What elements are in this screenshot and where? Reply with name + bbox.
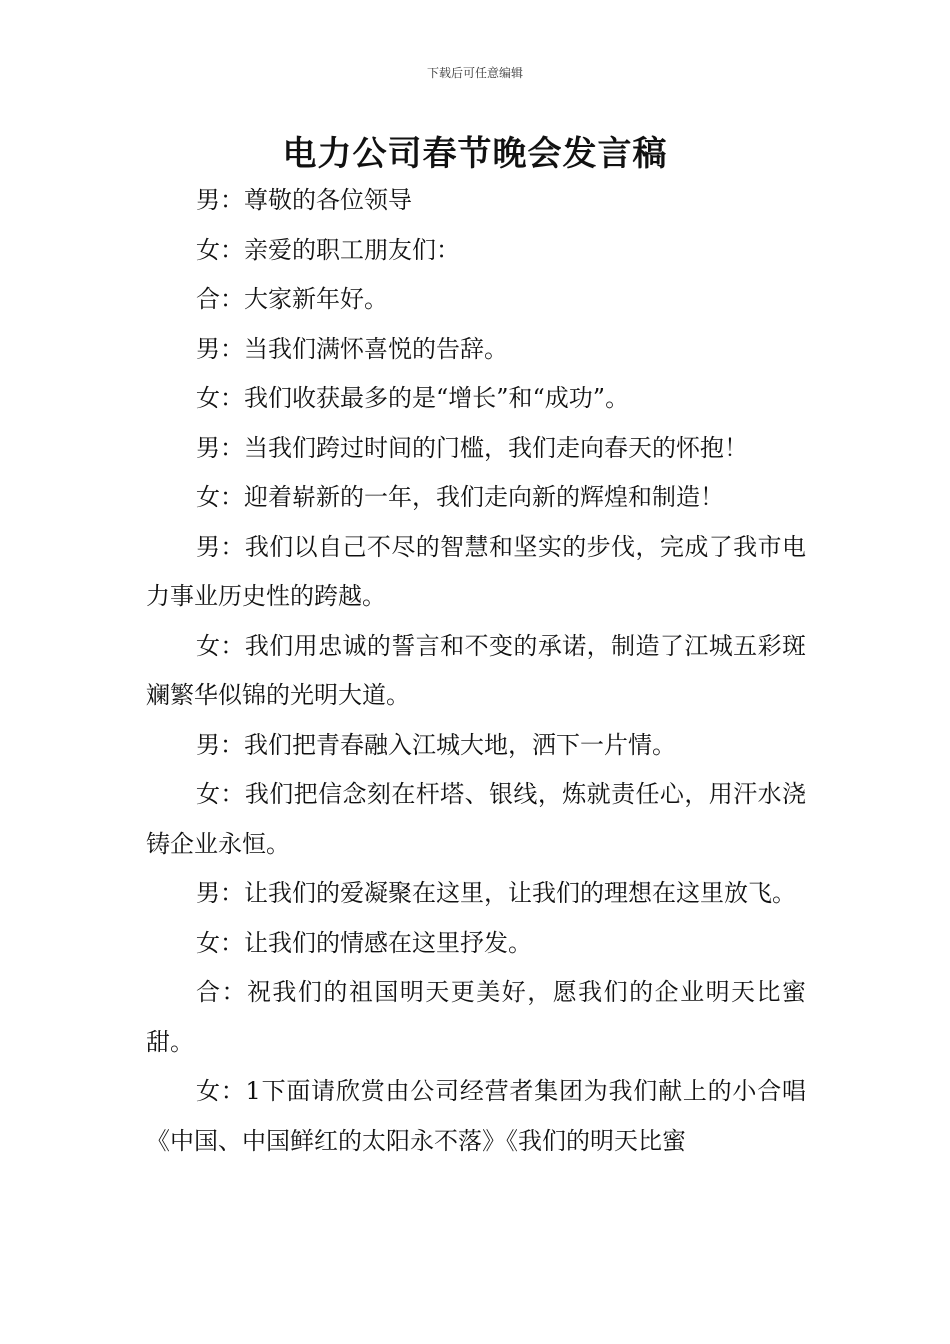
paragraph: 男：尊敬的各位领导 bbox=[196, 186, 412, 214]
paragraph: 女：让我们的情感在这里抒发。 bbox=[196, 928, 532, 957]
paragraph: 女：亲爱的职工朋友们： bbox=[196, 235, 460, 264]
paragraph: 合：大家新年好。 bbox=[196, 285, 388, 313]
paragraph: 女：我们用忠诚的誓言和不变的承诺，制造了江城五彩斑斓繁华似锦的光明大道。 bbox=[146, 631, 806, 709]
paragraph: 男：我们以自己不尽的智慧和坚实的步伐，完成了我市电力事业历史性的跨越。 bbox=[146, 532, 806, 610]
paragraph: 男：我们把青春融入江城大地，洒下一片情。 bbox=[196, 730, 676, 759]
paragraph: 女：迎着崭新的一年，我们走向新的辉煌和制造！ bbox=[196, 483, 724, 511]
document-title: 电力公司春节晚会发言稿 bbox=[282, 134, 668, 174]
paragraph: 合：祝我们的祖国明天更美好，愿我们的企业明天比蜜甜。 bbox=[146, 978, 806, 1056]
paragraph: 男：当我们满怀喜悦的告辞。 bbox=[196, 334, 508, 363]
document-body bbox=[146, 176, 806, 1166]
paragraph: 女：我们收获最多的是“增长”和“成功”。 bbox=[196, 384, 630, 412]
paragraph: 女：我们把信念刻在杆塔、银线，炼就责任心，用汗水浇铸企业永恒。 bbox=[146, 780, 806, 858]
paragraph: 男：让我们的爱凝聚在这里，让我们的理想在这里放飞。 bbox=[196, 879, 796, 907]
header-note: 下载后可任意编辑 bbox=[426, 66, 523, 80]
paragraph: 女：1下面请欣赏由公司经营者集团为我们献上的小合唱《中国、中国鲜红的太阳永不落》《我们的明天比蜜 bbox=[146, 1077, 806, 1155]
paragraph: 男：当我们跨过时间的门槛，我们走向春天的怀抱！ bbox=[196, 433, 748, 462]
